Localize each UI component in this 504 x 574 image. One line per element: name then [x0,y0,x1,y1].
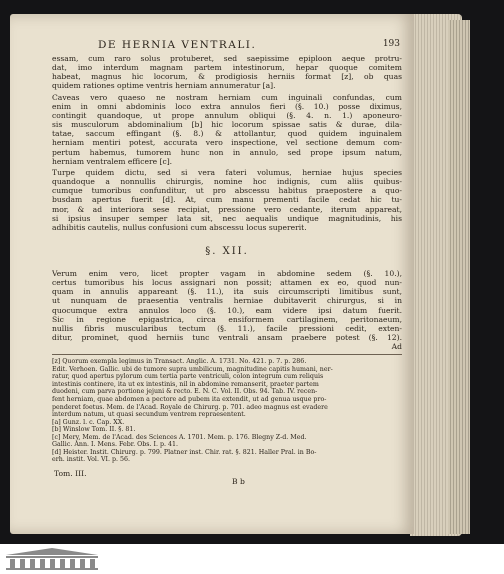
text-line: habeat, magnus hic locorum, & prodigiosis herniis format [z], ob quas [52,72,402,82]
signature-mark: B b [232,476,245,486]
page-footer [52,467,402,493]
footnote-line: Edit. Verhoen. Gallic. ubi de tumore supra umbilicum, magnitudine capitis humani, ner- [52,365,333,373]
footnote-line: fent herniam, quae abdomen a pectore ad pubem ita extendit, ut ad genua usque pro- [52,395,327,403]
text-line: cumque tumoribus confunditur, ut pro abscessu habitus praepostere a quo- [52,186,402,196]
text-line: Sic in regione epigastrica, circa ensiformem cartilaginem, peritonaeum, [52,314,402,324]
library-logo-icon [4,547,100,571]
running-title: DE HERNIA VENTRALI. [98,39,257,51]
footnote-line: duodeni, cum parva portione jejuni & recto. E. N. C. Vol. II. Obs. 94. Tab. IV. recen- [52,388,318,396]
tome-label: Tom. III. [54,468,87,478]
text-line: essam, cum raro solus protuberet, sed saepissime epiploon aeque protru- [52,54,402,63]
footnote-line: [b] Winslow Tom. II. §. 81. [52,426,136,434]
text-line: nullis fibris muscularibus tectum (§. 11.), facile pressioni cedit, exten- [52,323,402,333]
library-footer-bar [0,544,504,574]
page-text [52,36,402,493]
catchword: Ad [391,342,402,352]
main-text [52,54,402,232]
paragraph [52,54,402,91]
text-line: quandoque a nonnullis chirurgis, nomine hoc indignis, cum aliis quibus- [52,177,402,187]
book-page [10,14,414,534]
text-line: ut nunquam de praesentia ventralis herniae dubitaverit chirurgus, si in [52,296,402,306]
text-line: herniam mentiri potest, accurata vero inspectione, vel sectione demum com- [52,138,402,148]
footnote-line: ratur, quod apertus pylorum cum tertia parte ventriculi, colon integrum cum reliquis [52,373,324,381]
footnote-line: [c] Mery, Mem. de l'Acad. des Sciences A. 1701. Mem. p. 176. Blegny Z-d. Med. [52,433,307,441]
text-line: Turpe quidem dictu, sed si vera fateri volumus, herniae hujus species [52,167,402,177]
text-line: adhibitis cautelis, nullus confusioni cum abscessu locus supererit. [52,222,307,232]
paragraph [52,168,402,232]
text-line: ditur, prominet, quod herniis tunc ventrali ansam praebere potest (§. 12). [52,333,402,343]
text-line: quidem rationes optime ventris herniam annumeratur [a]. [52,81,276,91]
paragraph [52,93,402,166]
text-line: Caveas vero quaeso ne nostram herniam cum inguinali confundas, cum [52,92,402,102]
text-line: pertum habemus, tumorem hunc non in annulo, sed prope ipsum natum, [52,147,402,157]
text-line: certus tumoribus his locus assignari non possit; attamen ex eo, quod nun- [52,278,402,288]
footnote-line: erh. instit. Vol. VI. p. 56. [52,456,131,464]
text-line: Verum enim vero, licet propter vagam in abdomine sedem (§. 10.), [52,268,402,278]
text-line: contingit quandoque, ut prope annulum obliqui (§. 4. n. 1.) aponeuro- [52,110,402,120]
section-paragraph [52,269,402,342]
text-line: quocumque extra annulos loco (§. 10.), eam videre ipsi datum fuerit. [52,305,402,315]
text-line: busdam apertus fuerit [d]. At, cum manu prementi facile cedat hic tu- [52,195,402,205]
footnote-line: Gallic. Ann. I. Mens. Febr. Obs. I. p. 41. [52,441,179,449]
footnote-line: penderet foetus. Mem. de l'Acad. Royale de Chirurg. p. 701. adeo magnus est evadere [52,403,328,411]
page-edges-back [448,20,470,534]
text-line: enim in omni abdominis loco extra annulos fieri (§. 10.) posse diximus, [52,101,402,111]
text-line: mor, & ad interiora sese recipiat, pressione vero cedante, iterum appareat, [52,204,402,214]
text-line: tatae, saccum effingant (§. 8.) & attollantur, quod quidem inguinalem [52,129,402,139]
text-line: quam in annulis appareant (§. 11.), ita suis circumscripti limitibus sunt, [52,287,402,297]
footnotes [52,358,402,464]
page-number: 193 [382,39,400,49]
footnote-line: intestinis continere, ita ut ex intestinis, nil in abdomine remanserit, praeter partem [52,380,319,388]
footnote-rule [52,354,402,355]
footnote-line: interdum natum, ut quasi secundum ventrem repraesentent. [52,411,246,419]
text-line: sis musculorum abdominalium [b] hic locorum spissae satis & durae, dila- [52,120,402,130]
text-line: si ipsius insuper semper lata sit, nec aequalis undique magnitudinis, his [52,213,402,223]
text-line: dat, imo interdum magnam partem intestinorum, hepar quoque comitem [52,63,402,73]
text-line: herniam ventralem efficere [c]. [52,156,173,166]
page-header [52,36,402,54]
footnote-line: [a] Gunz. l. c. Cap. XX. [52,418,125,426]
footnote-line: [d] Heister. Instit. Chirurg. p. 799. Platner inst. Chir. rat. §. 821. Haller Pral. in Bo- [52,448,317,456]
section-heading: §. XII. [205,245,249,257]
footnote-line: [z] Quorum exempla legimus in Transact. Anglic. A. 1731. No. 421. p. 7. p. 286. [52,358,307,366]
